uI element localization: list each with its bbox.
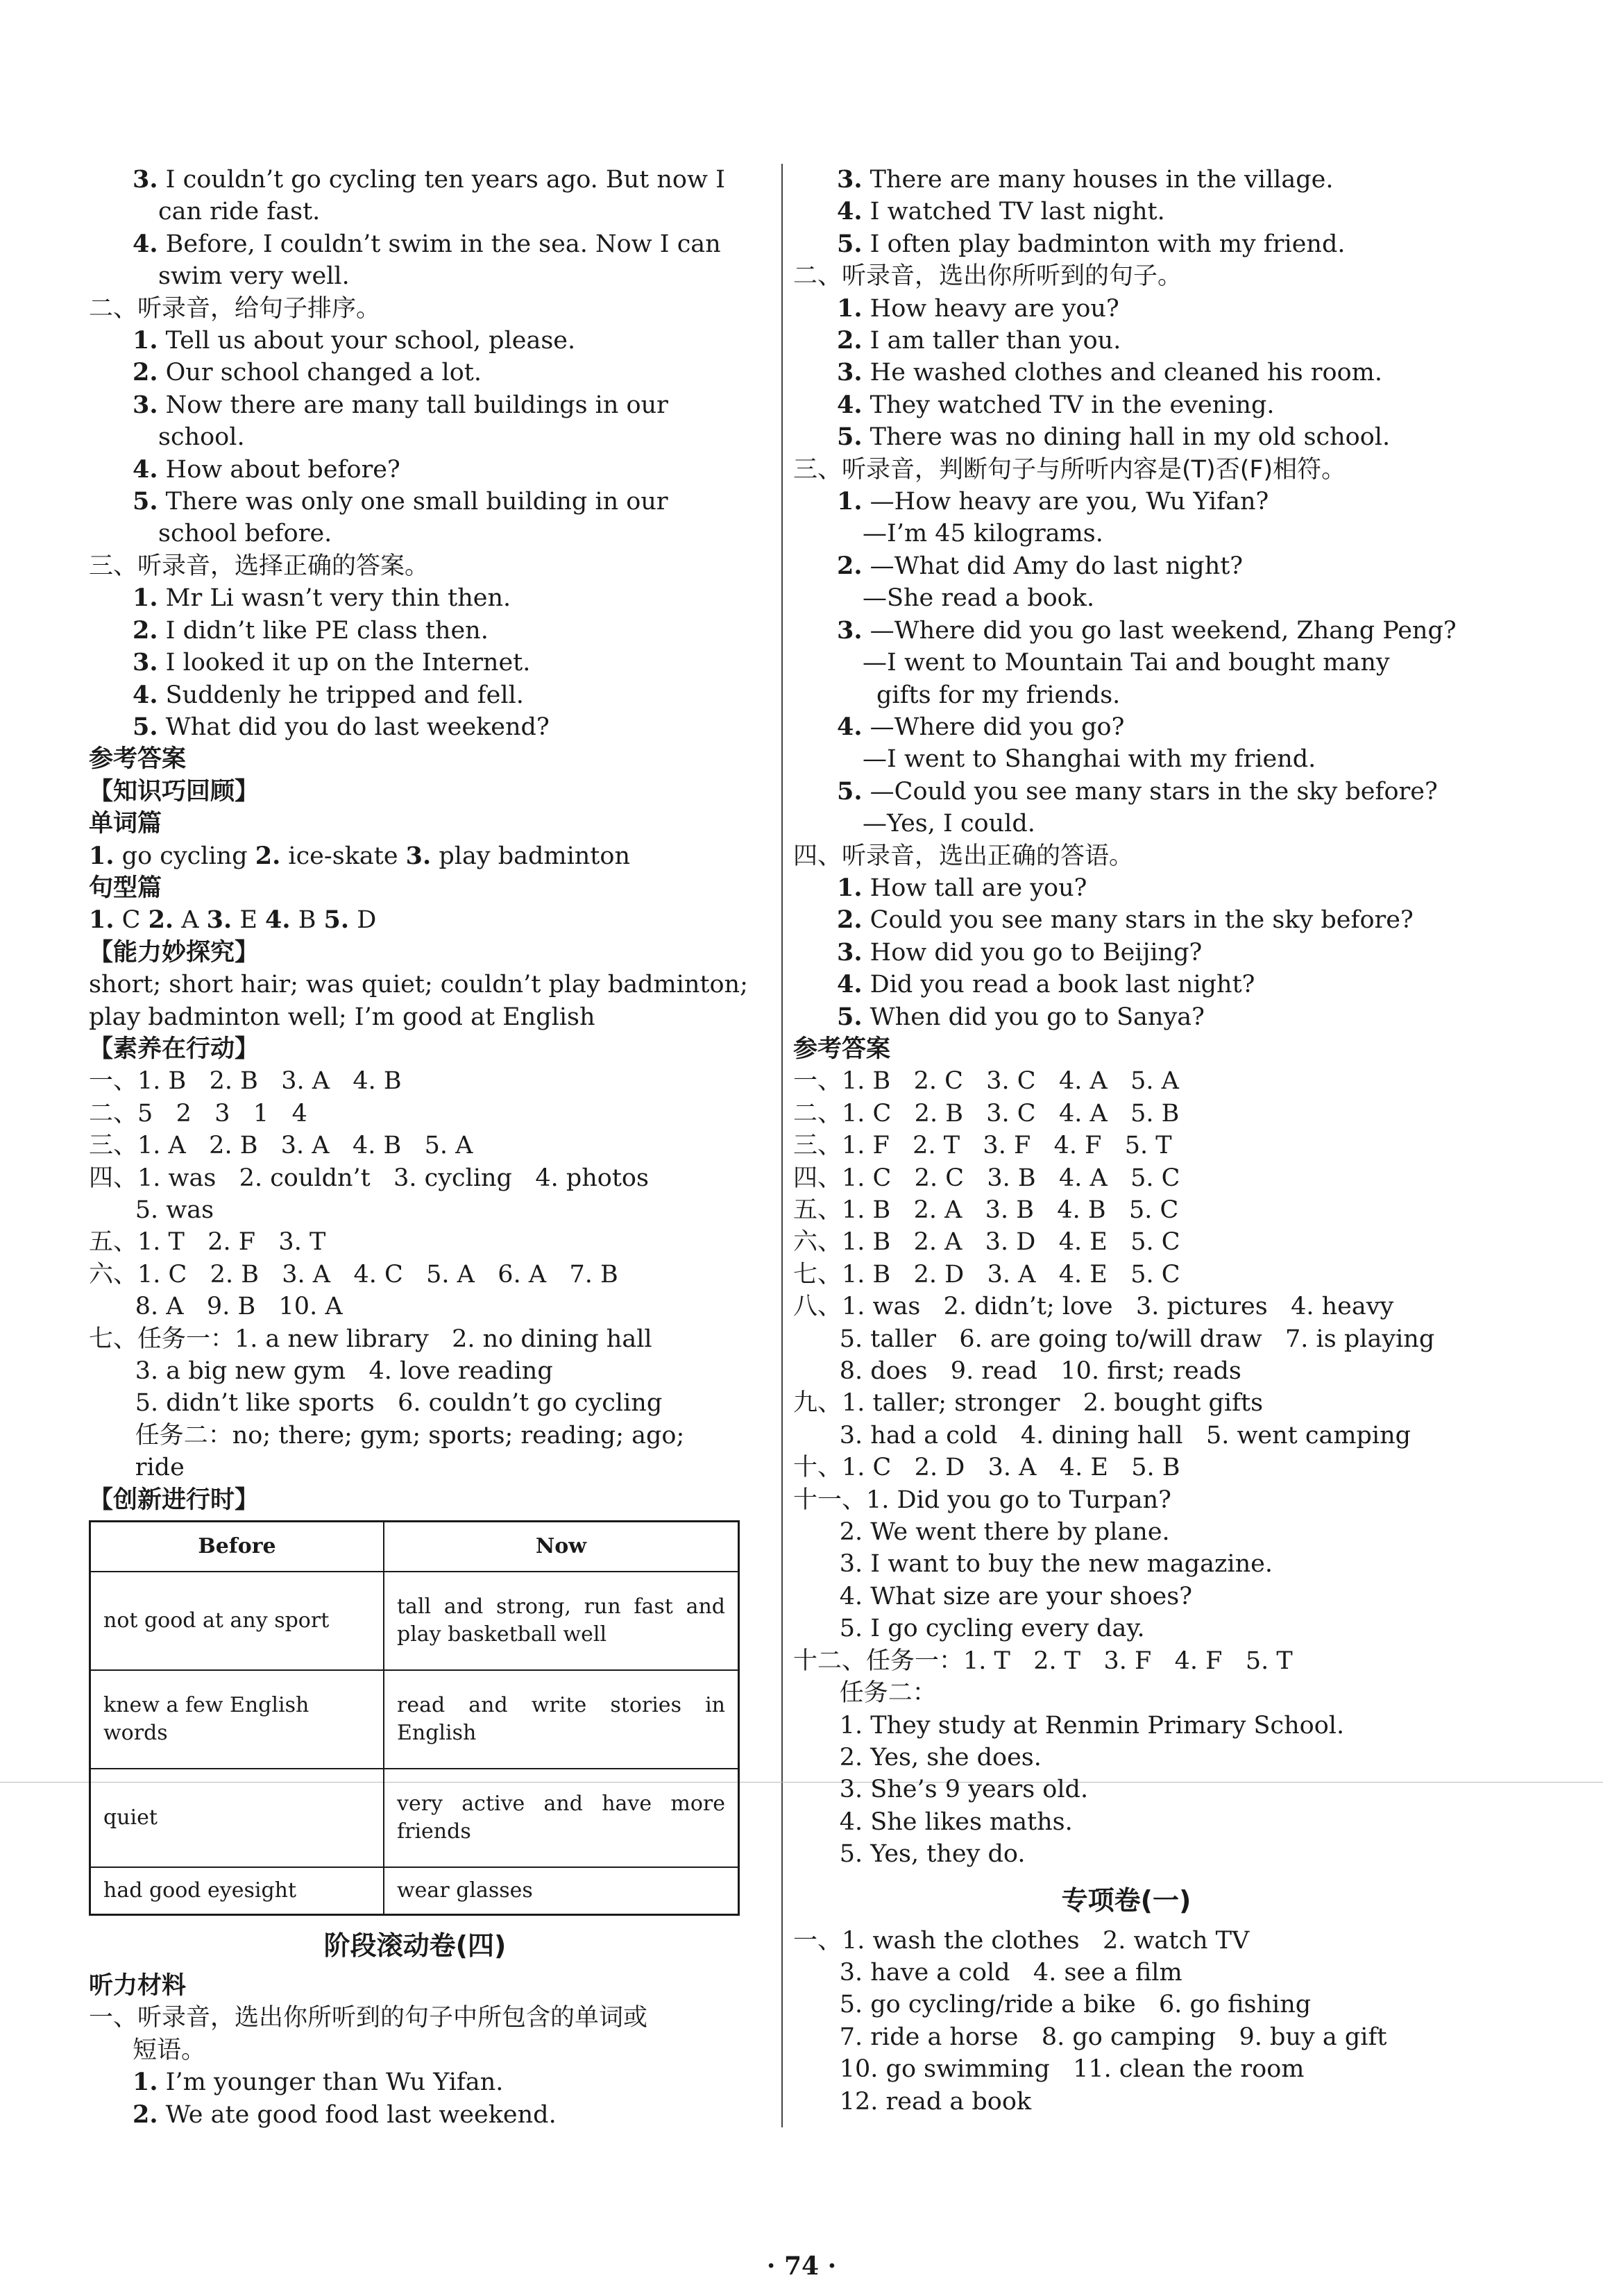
answer-line: 3. had a cold 4. dining hall 5. went camping — [793, 1421, 1411, 1449]
innovation-heading: 【创新进行时】 — [89, 1486, 260, 1514]
item-number: 5. — [837, 229, 863, 258]
item-text: can ride fast. — [158, 198, 321, 226]
item-text: When did you go to Sanya? — [862, 1003, 1205, 1031]
answers-title: 参考答案 — [89, 745, 187, 774]
answer-line: 5. Yes, they do. — [793, 1840, 1026, 1869]
answer-line: 3. have a cold 4. see a film — [793, 1958, 1182, 1987]
item-text: How did you go to Beijing? — [862, 938, 1203, 967]
item-number: 2. — [837, 551, 863, 580]
item-number: 2. — [837, 326, 863, 355]
answer-line: 任务二： — [793, 1679, 937, 1708]
item-text: He washed clothes and cleaned his room. — [862, 359, 1382, 387]
list-item — [89, 164, 741, 196]
item-number: 4. — [837, 390, 863, 419]
list-item — [793, 679, 1459, 711]
list-item — [89, 2066, 741, 2098]
vocab-answers — [89, 840, 741, 872]
item-text: How about before? — [158, 455, 400, 484]
answer-line: 2. We went there by plane. — [793, 1518, 1170, 1547]
listening-1-title-a: 一、听录音，选出你所听到的句子中所包含的单词或 — [89, 2004, 648, 2032]
item-number: 3. — [837, 165, 863, 194]
answer-line: 五、1. T 2. F 3. T — [89, 1228, 326, 1257]
list-item — [793, 486, 1459, 518]
listening-material-title: 听力材料 — [89, 1972, 187, 2000]
list-item — [89, 260, 741, 292]
item-text: Now there are many tall buildings in our — [158, 391, 668, 419]
answer-line: 3. I want to buy the new magazine. — [793, 1550, 1273, 1579]
list-item — [793, 582, 1459, 614]
column-divider — [781, 164, 783, 2127]
item-number: 3. — [133, 648, 158, 677]
section-2-title: 二、听录音，给句子排序。 — [89, 294, 381, 323]
item-text: We ate good food last weekend. — [158, 2100, 557, 2129]
list-item — [793, 615, 1459, 647]
list-item — [793, 743, 1459, 775]
list-item — [793, 969, 1459, 1001]
section-2-items — [89, 325, 741, 550]
right-section-4-title: 四、听录音，选出正确的答语。 — [793, 842, 1134, 870]
before-now-table — [89, 1520, 740, 1916]
vocab-heading: 单词篇 — [89, 810, 162, 838]
answer-line: 四、1. C 2. C 3. B 4. A 5. C — [793, 1164, 1180, 1192]
before-cell: had good eyesight — [90, 1867, 384, 1915]
list-item — [793, 776, 1459, 808]
item-number: 3. — [837, 358, 863, 387]
answer-line: 三、1. A 2. B 3. A 4. B 5. A — [89, 1132, 473, 1160]
answer-line: 3. She’s 9 years old. — [793, 1776, 1089, 1804]
right-answers-title: 参考答案 — [793, 1035, 891, 1063]
answer-line: 五、1. B 2. A 3. B 4. B 5. C — [793, 1196, 1179, 1224]
item-text: How heavy are you? — [862, 294, 1119, 323]
item-text: I’m younger than Wu Yifan. — [158, 2068, 504, 2097]
item-number: 5. — [837, 423, 863, 452]
sentence-answers — [89, 904, 741, 936]
answer-line: 10. go swimming 11. clean the room — [793, 2055, 1305, 2084]
item-text: B — [290, 906, 324, 935]
answer-line: 七、1. B 2. D 3. A 4. E 5. C — [793, 1260, 1180, 1289]
answer-line: 4. She likes maths. — [793, 1808, 1073, 1836]
before-cell: quiet — [90, 1769, 384, 1867]
answer-line: 一、1. B 2. C 3. C 4. A 5. A — [793, 1067, 1179, 1096]
action-answers — [89, 1065, 741, 1483]
explore-heading: 【能力妙探究】 — [89, 938, 260, 967]
item-number: 5. — [837, 1002, 863, 1031]
right-answers — [793, 1065, 1459, 1870]
item-number: 5. — [323, 905, 350, 935]
right-section-2-items — [793, 293, 1459, 454]
list-item — [793, 711, 1459, 743]
item-text: Tell us about your school, please. — [158, 327, 576, 355]
right-continued-items — [793, 164, 1459, 260]
item-number: 1. — [837, 487, 863, 516]
item-text: I watched TV last night. — [862, 198, 1165, 226]
now-cell: very active and have more friends — [384, 1769, 739, 1867]
answer-line: 5. didn’t like sports 6. couldn’t go cycling — [89, 1389, 663, 1418]
answer-line: 5. was — [89, 1196, 214, 1224]
answer-line: 8. does 9. read 10. first; reads — [793, 1357, 1241, 1386]
answer-line: 六、1. B 2. A 3. D 4. E 5. C — [793, 1228, 1180, 1257]
item-number: 1. — [133, 584, 158, 613]
sentence-heading: 句型篇 — [89, 874, 162, 902]
answer-line: 二、5 2 3 1 4 — [89, 1099, 307, 1128]
item-text: —I’m 45 kilograms. — [863, 520, 1103, 548]
left-continued-items — [89, 164, 741, 293]
answer-line: 三、1. F 2. T 3. F 4. F 5. T — [793, 1132, 1172, 1160]
item-text: There was no dining hall in my old school. — [862, 423, 1391, 452]
answer-line: 12. read a book — [793, 2087, 1032, 2116]
table-row — [90, 1670, 739, 1769]
item-number: 5. — [837, 776, 863, 806]
list-item — [793, 550, 1459, 582]
item-text: I couldn’t go cycling ten years ago. But now I — [158, 166, 725, 194]
answer-line: 8. A 9. B 10. A — [89, 1293, 343, 1321]
answer-line: 十、1. C 2. D 3. A 4. E 5. B — [793, 1454, 1180, 1482]
explore-line-2: play badminton well; I’m good at English — [89, 1003, 595, 1031]
answer-line: 4. What size are your shoes? — [793, 1582, 1192, 1610]
item-number: 2. — [133, 615, 158, 645]
list-item — [793, 389, 1459, 421]
item-text: —She read a book. — [863, 584, 1095, 613]
item-text: E — [232, 906, 266, 935]
item-text: I didn’t like PE class then. — [158, 616, 489, 645]
answer-line: 5. go cycling/ride a bike 6. go fishing — [793, 1991, 1312, 2019]
item-number: 4. — [133, 454, 158, 484]
item-text: —I went to Shanghai with my friend. — [863, 745, 1316, 774]
item-number: 3. — [133, 390, 158, 419]
table-row — [90, 1769, 739, 1867]
item-text: How tall are you? — [862, 874, 1087, 902]
item-text: gifts for my friends. — [876, 681, 1121, 709]
list-item — [89, 711, 741, 743]
answer-line: 四、1. was 2. couldn’t 3. cycling 4. photos — [89, 1164, 649, 1192]
item-number: 2. — [133, 2100, 158, 2129]
item-number: 2. — [255, 841, 281, 870]
list-item — [89, 228, 741, 260]
left-column — [89, 164, 748, 2131]
list-item — [793, 647, 1459, 679]
answer-line: 2. Yes, she does. — [793, 1743, 1042, 1771]
item-text: A — [173, 906, 207, 935]
item-number: 3. — [405, 841, 432, 870]
item-text: They watched TV in the evening. — [862, 391, 1275, 419]
item-text: Our school changed a lot. — [158, 359, 482, 387]
item-text: school. — [158, 423, 245, 452]
item-number: 4. — [837, 970, 863, 999]
item-text: There was only one small building in our — [158, 488, 668, 516]
item-text: —I went to Mountain Tai and bought many — [863, 649, 1390, 677]
list-item — [793, 293, 1459, 325]
list-item — [89, 2099, 741, 2131]
item-number: 5. — [133, 712, 158, 741]
item-number: 4. — [837, 197, 863, 226]
section-3-items — [89, 582, 741, 743]
item-number: 2. — [837, 905, 863, 935]
answer-line: 3. a big new gym 4. love reading — [89, 1357, 553, 1386]
item-number: 3. — [206, 905, 232, 935]
list-item — [89, 647, 741, 679]
table-row — [90, 1867, 739, 1915]
item-text: —Could you see many stars in the sky before? — [862, 777, 1438, 806]
listening-1-items — [89, 2066, 741, 2131]
item-number: 4. — [133, 229, 158, 258]
item-number: 3. — [837, 937, 863, 967]
item-number: 4. — [265, 905, 291, 935]
answer-line: 十二、任务一：1. T 2. T 3. F 4. F 5. T — [793, 1647, 1293, 1675]
list-item — [793, 937, 1459, 969]
item-text: C — [114, 906, 149, 935]
item-text: What did you do last weekend? — [158, 713, 550, 741]
list-item — [793, 1001, 1459, 1033]
right-section-2-title: 二、听录音，选出你所听到的句子。 — [793, 262, 1182, 291]
answer-line: 5. taller 6. are going to/will draw 7. is playing — [793, 1325, 1435, 1353]
item-text: —Yes, I could. — [863, 810, 1035, 838]
item-number: 4. — [133, 680, 158, 709]
answer-line: 1. They study at Renmin Primary School. — [793, 1711, 1345, 1740]
table-row — [90, 1572, 739, 1670]
list-item — [793, 357, 1459, 389]
answer-line: 任务二：no; there; gym; sports; reading; ago; — [89, 1421, 685, 1449]
answer-line: 七、任务一：1. a new library 2. no dining hall — [89, 1325, 652, 1353]
answer-line: 八、1. was 2. didn’t; love 3. pictures 4. heavy — [793, 1293, 1394, 1321]
list-item — [793, 325, 1459, 357]
item-text: Could you see many stars in the sky before? — [862, 906, 1414, 935]
answer-line: 六、1. C 2. B 3. A 4. C 5. A 6. A 7. B — [89, 1260, 618, 1289]
item-text: I looked it up on the Internet. — [158, 649, 531, 677]
item-number: 1. — [837, 873, 863, 902]
item-number: 5. — [133, 487, 158, 516]
right-section-3-title: 三、听录音，判断句子与所听内容是(T)否(F)相符。 — [793, 455, 1346, 484]
review-heading: 【知识巧回顾】 — [89, 777, 260, 806]
item-text: Mr Li wasn’t very thin then. — [158, 584, 511, 613]
right-column — [793, 164, 1459, 2118]
item-text: Did you read a book last night? — [862, 971, 1255, 999]
item-number: 2. — [133, 358, 158, 387]
list-item — [793, 808, 1459, 840]
stage-test-title: 阶段滚动卷(四) — [323, 1930, 507, 1962]
answer-line: ride — [89, 1454, 185, 1482]
item-number: 1. — [133, 2068, 158, 2097]
special-test-title: 专项卷(一) — [1061, 1885, 1191, 1916]
item-number: 1. — [133, 326, 158, 355]
right-section-4-items — [793, 872, 1459, 1033]
right-section-3-items — [793, 486, 1459, 840]
list-item — [793, 904, 1459, 936]
table-header-before: Before — [90, 1522, 384, 1572]
special-answers — [793, 1925, 1459, 2118]
answer-line: 二、1. C 2. B 3. C 4. A 5. B — [793, 1099, 1180, 1128]
list-item — [793, 228, 1459, 260]
answer-line: 一、1. B 2. B 3. A 4. B — [89, 1067, 402, 1096]
item-text: I often play badminton with my friend. — [862, 230, 1346, 258]
item-text: ice-skate — [280, 842, 406, 870]
item-text: play badminton — [431, 842, 630, 870]
answer-line: 7. ride a horse 8. go camping 9. buy a gift — [793, 2023, 1387, 2051]
before-cell: knew a few English words — [90, 1670, 384, 1769]
list-item — [89, 486, 741, 518]
item-text: —How heavy are you, Wu Yifan? — [862, 488, 1269, 516]
answer-line: 5. I go cycling every day. — [793, 1615, 1145, 1643]
item-text: swim very well. — [158, 262, 350, 291]
item-number: 4. — [837, 712, 863, 741]
page-number: · 74 · — [766, 2252, 837, 2281]
now-cell: wear glasses — [384, 1867, 739, 1915]
list-item — [793, 518, 1459, 550]
item-number: 1. — [89, 905, 114, 935]
answer-line: 一、1. wash the clothes 2. watch TV — [793, 1926, 1250, 1955]
item-text: —Where did you go? — [862, 713, 1125, 741]
before-cell: not good at any sport — [90, 1572, 384, 1670]
list-item — [793, 872, 1459, 904]
item-text: Before, I couldn’t swim in the sea. Now I can — [158, 230, 721, 258]
item-number: 3. — [133, 165, 158, 194]
item-text: school before. — [158, 520, 332, 548]
list-item — [89, 196, 741, 228]
item-text: Suddenly he tripped and fell. — [158, 681, 524, 709]
item-text: —Where did you go last weekend, Zhang Peng? — [862, 616, 1457, 645]
list-item — [793, 164, 1459, 196]
section-3-title: 三、听录音，选择正确的答案。 — [89, 552, 430, 580]
list-item — [793, 196, 1459, 228]
item-text: There are many houses in the village. — [862, 166, 1334, 194]
list-item — [793, 421, 1459, 453]
table-header-now: Now — [384, 1522, 739, 1572]
item-number: 2. — [148, 905, 174, 935]
answer-line: 九、1. taller; stronger 2. bought gifts — [793, 1389, 1264, 1418]
item-text: I am taller than you. — [862, 327, 1121, 355]
now-cell: tall and strong, run fast and play basketball well — [384, 1572, 739, 1670]
item-text: —What did Amy do last night? — [862, 552, 1244, 580]
list-item — [89, 325, 741, 357]
answer-line: 十一、1. Did you go to Turpan? — [793, 1486, 1171, 1514]
item-text: go cycling — [114, 842, 255, 870]
item-number: 1. — [837, 294, 863, 323]
action-heading: 【素养在行动】 — [89, 1035, 260, 1063]
list-item — [89, 389, 741, 421]
item-text: D — [349, 906, 377, 935]
listening-1-title-b: 短语。 — [133, 2036, 206, 2064]
item-number: 3. — [837, 615, 863, 645]
list-item — [89, 679, 741, 711]
list-item — [89, 454, 741, 486]
list-item — [89, 357, 741, 389]
item-number: 1. — [89, 841, 114, 870]
list-item — [89, 421, 741, 453]
now-cell: read and write stories in English — [384, 1670, 739, 1769]
list-item — [89, 615, 741, 647]
list-item — [89, 518, 741, 550]
explore-line-1: short; short hair; was quiet; couldn’t play badminton; — [89, 971, 748, 999]
list-item — [89, 582, 741, 614]
